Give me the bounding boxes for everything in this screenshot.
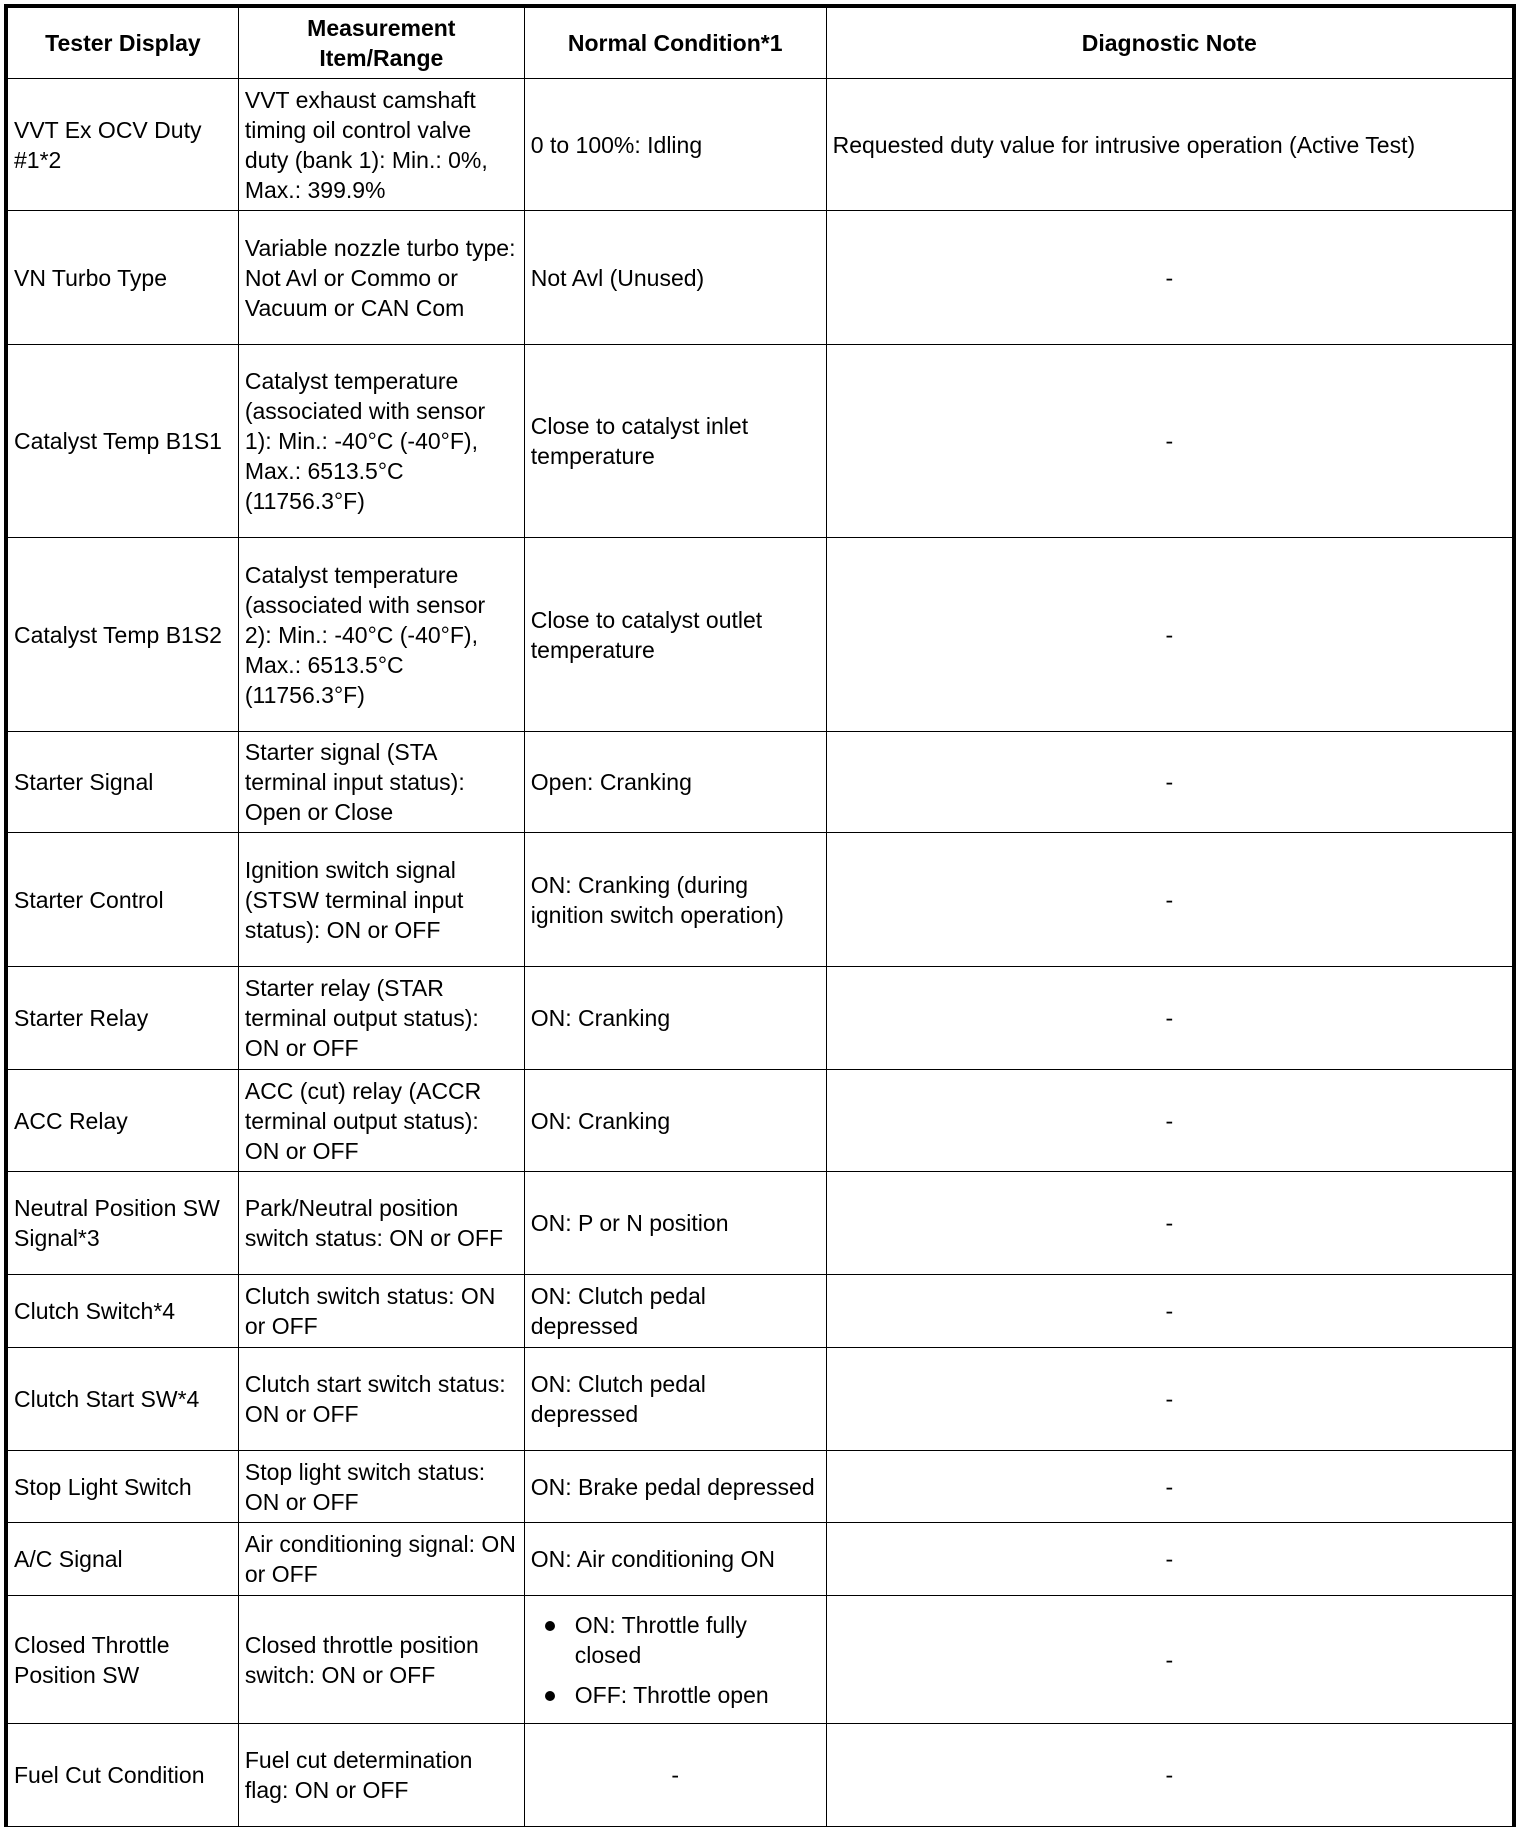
table-row: [8, 732, 1513, 833]
measurement-range-cell: Ignition switch signal (STSW terminal input status): ON or OFF: [238, 833, 524, 967]
diagnostic-note-cell: -: [826, 345, 1512, 538]
normal-condition-cell: Close to catalyst inlet temperature: [524, 345, 826, 538]
data-list-table: [7, 7, 1513, 1827]
normal-condition-cell: Not Avl (Unused): [524, 211, 826, 345]
tester-display-cell: Catalyst Temp B1S2: [8, 538, 239, 732]
header-row: [8, 8, 1513, 79]
table-row: [8, 1596, 1513, 1724]
diagnostic-note-cell: -: [826, 1275, 1512, 1348]
measurement-range-cell: Variable nozzle turbo type: Not Avl or Commo or Vacuum or CAN Com: [238, 211, 524, 345]
measurement-range-cell: ACC (cut) relay (ACCR terminal output status): ON or OFF: [238, 1070, 524, 1172]
measurement-range-cell: Fuel cut determination flag: ON or OFF: [238, 1724, 524, 1827]
header-measurement: Measurement Item/Range: [238, 8, 524, 79]
measurement-range-cell: Stop light switch status: ON or OFF: [238, 1451, 524, 1523]
normal-condition-cell: ON: Brake pedal depressed: [524, 1451, 826, 1523]
tester-display-cell: A/C Signal: [8, 1523, 239, 1596]
table-row: [8, 1523, 1513, 1596]
measurement-range-cell: Closed throttle position switch: ON or OFF: [238, 1596, 524, 1724]
diagnostic-note-cell: -: [826, 833, 1512, 967]
diagnostic-note-cell: -: [826, 538, 1512, 732]
normal-condition-cell: Open: Cranking: [524, 732, 826, 833]
measurement-range-cell: Clutch start switch status: ON or OFF: [238, 1348, 524, 1451]
diagnostic-note-cell: -: [826, 1451, 1512, 1523]
measurement-range-cell: Starter signal (STA terminal input status): Open or Close: [238, 732, 524, 833]
tester-display-cell: Starter Control: [8, 833, 239, 967]
tester-display-cell: Closed Throttle Position SW: [8, 1596, 239, 1724]
diagnostic-note-cell: -: [826, 211, 1512, 345]
tester-display-cell: Neutral Position SW Signal*3: [8, 1172, 239, 1275]
table-row: [8, 1451, 1513, 1523]
tester-display-cell: Stop Light Switch: [8, 1451, 239, 1523]
normal-condition-cell: 0 to 100%: Idling: [524, 79, 826, 211]
tester-display-cell: Clutch Switch*4: [8, 1275, 239, 1348]
normal-condition-list: [531, 1610, 820, 1710]
diagnostic-note-cell: -: [826, 1596, 1512, 1724]
tester-display-cell: Clutch Start SW*4: [8, 1348, 239, 1451]
tester-display-cell: ACC Relay: [8, 1070, 239, 1172]
diagnostic-note-cell: -: [826, 1348, 1512, 1451]
measurement-range-cell: Clutch switch status: ON or OFF: [238, 1275, 524, 1348]
measurement-range-cell: Park/Neutral position switch status: ON or OFF: [238, 1172, 524, 1275]
header-normal-condition: Normal Condition*1: [524, 8, 826, 79]
normal-condition-cell: ON: Clutch pedal depressed: [524, 1275, 826, 1348]
table-row: [8, 1275, 1513, 1348]
table-row: [8, 1070, 1513, 1172]
header-tester-display: Tester Display: [8, 8, 239, 79]
table-row: [8, 538, 1513, 732]
normal-condition-cell: -: [524, 1724, 826, 1827]
bullet-item: ON: Throttle fully closed: [575, 1610, 820, 1670]
bullet-item: OFF: Throttle open: [575, 1680, 820, 1710]
diagnostic-note-cell: -: [826, 1172, 1512, 1275]
table-row: [8, 79, 1513, 211]
tester-display-cell: Starter Relay: [8, 967, 239, 1070]
normal-condition-cell: ON: Cranking: [524, 1070, 826, 1172]
normal-condition-cell: [524, 1596, 826, 1724]
diagnostic-note-cell: -: [826, 1523, 1512, 1596]
tester-display-cell: VN Turbo Type: [8, 211, 239, 345]
normal-condition-cell: ON: Air conditioning ON: [524, 1523, 826, 1596]
header-diagnostic-note: Diagnostic Note: [826, 8, 1512, 79]
normal-condition-cell: ON: Cranking (during ignition switch operation): [524, 833, 826, 967]
table-row: [8, 1172, 1513, 1275]
table-row: [8, 1348, 1513, 1451]
tester-display-cell: Fuel Cut Condition: [8, 1724, 239, 1827]
normal-condition-cell: ON: Cranking: [524, 967, 826, 1070]
diagnostic-note-cell: -: [826, 967, 1512, 1070]
diagnostic-note-cell: -: [826, 732, 1512, 833]
diagnostic-note-cell: -: [826, 1724, 1512, 1827]
measurement-range-cell: Catalyst temperature (associated with sensor 2): Min.: -40°C (-40°F), Max.: 6513.5°C (11756.3°F): [238, 538, 524, 732]
diagnostic-note-cell: -: [826, 1070, 1512, 1172]
normal-condition-cell: ON: Clutch pedal depressed: [524, 1348, 826, 1451]
tester-display-cell: Starter Signal: [8, 732, 239, 833]
normal-condition-cell: ON: P or N position: [524, 1172, 826, 1275]
measurement-range-cell: VVT exhaust camshaft timing oil control valve duty (bank 1): Min.: 0%, Max.: 399.9%: [238, 79, 524, 211]
table-row: [8, 345, 1513, 538]
measurement-range-cell: Air conditioning signal: ON or OFF: [238, 1523, 524, 1596]
tester-display-cell: Catalyst Temp B1S1: [8, 345, 239, 538]
diagnostic-note-cell: Requested duty value for intrusive operation (Active Test): [826, 79, 1512, 211]
measurement-range-cell: Starter relay (STAR terminal output status): ON or OFF: [238, 967, 524, 1070]
table-row: [8, 1724, 1513, 1827]
table-row: [8, 211, 1513, 345]
table-row: [8, 833, 1513, 967]
tester-display-cell: VVT Ex OCV Duty #1*2: [8, 79, 239, 211]
table-row: [8, 967, 1513, 1070]
normal-condition-cell: Close to catalyst outlet temperature: [524, 538, 826, 732]
measurement-range-cell: Catalyst temperature (associated with sensor 1): Min.: -40°C (-40°F), Max.: 6513.5°C (11756.3°F): [238, 345, 524, 538]
